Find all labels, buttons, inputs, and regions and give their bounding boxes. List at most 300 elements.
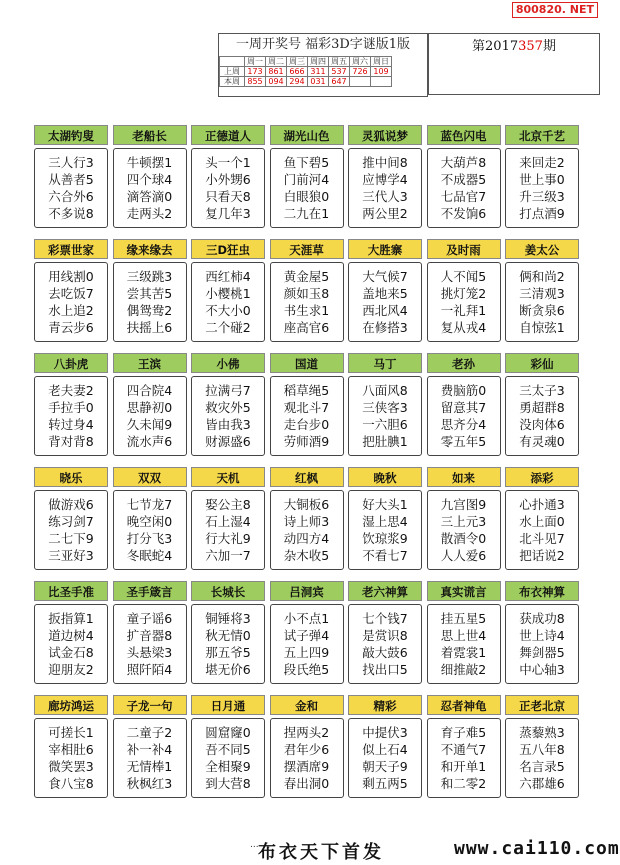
riddle-card — [113, 125, 187, 228]
riddle-line: 舞剑器5 — [519, 645, 565, 660]
riddle-card — [113, 353, 187, 456]
footer-slogan: 布衣天下首发 — [258, 842, 384, 863]
day-header-cell: 周四 — [308, 57, 329, 67]
riddle-card — [34, 581, 108, 684]
riddle-line: 断贪泉6 — [519, 303, 565, 318]
riddle-line: 思静初0 — [126, 400, 173, 415]
riddle-line: 二七下9 — [48, 531, 94, 546]
last-week-number-cell: 726 — [350, 67, 371, 77]
riddle-line: 水上追2 — [48, 303, 94, 318]
riddle-card — [34, 695, 108, 798]
riddle-line: 走两头2 — [126, 206, 173, 221]
riddle-line: 五八年8 — [519, 742, 565, 757]
card-author-title: 子龙一句 — [113, 695, 187, 715]
riddle-line: 走台步0 — [283, 417, 330, 432]
riddle-card — [348, 467, 422, 570]
card-riddle-box — [34, 604, 108, 684]
riddle-line: 石上湿4 — [205, 514, 251, 529]
riddle-line: 找出口5 — [362, 662, 408, 677]
riddle-card — [34, 239, 108, 342]
riddle-line: 五上四9 — [283, 645, 330, 660]
footer-dots: ... — [250, 840, 259, 850]
card-author-title: 如来 — [427, 467, 501, 487]
day-header-cell: 周三 — [287, 57, 308, 67]
riddle-line: 动四方4 — [283, 531, 330, 546]
last-week-number-cell: 173 — [245, 67, 266, 77]
riddle-line: 照阡陌4 — [126, 662, 173, 677]
riddle-line: 试子弹4 — [283, 628, 330, 643]
card-author-title: 天涯草 — [270, 239, 344, 259]
riddle-line: 三代人3 — [362, 189, 408, 204]
riddle-card — [270, 581, 344, 684]
card-riddle-box — [427, 718, 501, 798]
riddle-card — [270, 467, 344, 570]
last-week-label: 上周 — [220, 67, 245, 77]
this-week-number-cell: 855 — [245, 77, 266, 87]
riddle-line: 门前河4 — [283, 172, 330, 187]
riddle-line: 挑灯笼2 — [440, 286, 487, 301]
riddle-line: 二童子2 — [126, 725, 173, 740]
riddle-card — [348, 695, 422, 798]
riddle-card — [34, 353, 108, 456]
riddle-card — [505, 695, 579, 798]
riddle-line: 稻草绳5 — [283, 383, 330, 398]
card-riddle-box — [191, 604, 265, 684]
card-riddle-box — [348, 718, 422, 798]
issue-number-box — [428, 33, 600, 95]
riddle-line: 散酒令0 — [440, 531, 487, 546]
card-author-title: 精彩 — [348, 695, 422, 715]
riddle-line: 背对背8 — [48, 434, 94, 449]
card-riddle-box — [270, 718, 344, 798]
riddle-line: 那五爷5 — [205, 645, 251, 660]
riddle-line: 饮琼浆9 — [362, 531, 408, 546]
card-riddle-box — [113, 604, 187, 684]
riddle-line: 久未闻9 — [126, 417, 173, 432]
riddle-card — [113, 695, 187, 798]
card-riddle-box — [427, 262, 501, 342]
riddle-line: 没肉体6 — [519, 417, 565, 432]
riddle-card — [505, 353, 579, 456]
card-riddle-box — [348, 490, 422, 570]
card-author-title: 及时雨 — [427, 239, 501, 259]
riddle-line: 皆由我3 — [205, 417, 251, 432]
riddle-line: 复几年3 — [205, 206, 251, 221]
card-author-title: 双双 — [113, 467, 187, 487]
riddle-line: 三侠客3 — [362, 400, 408, 415]
card-author-title: 忍者神龟 — [427, 695, 501, 715]
corner-cell — [220, 57, 245, 67]
weekly-results-panel — [218, 33, 428, 97]
riddle-line: 复从戎4 — [440, 320, 487, 335]
riddle-line: 摆酒席9 — [283, 759, 330, 774]
riddle-line: 勇超群8 — [519, 400, 565, 415]
riddle-line: 青云步6 — [48, 320, 94, 335]
card-author-title: 比圣手准 — [34, 581, 108, 601]
riddle-line: 扳指算1 — [48, 611, 94, 626]
riddle-line: 九宫图9 — [440, 497, 487, 512]
riddle-line: 头一个1 — [205, 155, 251, 170]
riddle-line: 头悬梁3 — [126, 645, 173, 660]
card-riddle-box — [505, 718, 579, 798]
day-header-cell: 周五 — [329, 57, 350, 67]
riddle-card — [270, 353, 344, 456]
card-riddle-box — [348, 148, 422, 228]
riddle-line: 北斗见7 — [519, 531, 565, 546]
riddle-line: 八面风8 — [362, 383, 408, 398]
riddle-card — [191, 125, 265, 228]
card-author-title: 日月通 — [191, 695, 265, 715]
card-author-title: 添彩 — [505, 467, 579, 487]
riddle-line: 一礼拜1 — [440, 303, 487, 318]
riddle-line: 盖地来5 — [362, 286, 408, 301]
card-riddle-box — [270, 148, 344, 228]
card-author-title: 姜太公 — [505, 239, 579, 259]
card-riddle-box — [34, 490, 108, 570]
watermark-badge: 800820. NET — [512, 2, 598, 18]
riddle-line: 童子谣6 — [126, 611, 173, 626]
card-riddle-box — [427, 376, 501, 456]
riddle-line: 小外甥6 — [205, 172, 251, 187]
riddle-line: 做游戏6 — [48, 497, 94, 512]
riddle-line: 大葫芦8 — [440, 155, 487, 170]
riddle-line: 娶公主8 — [205, 497, 251, 512]
card-riddle-box — [270, 376, 344, 456]
riddle-card — [427, 125, 501, 228]
card-riddle-box — [505, 490, 579, 570]
riddle-line: 君年少6 — [283, 742, 330, 757]
riddle-line: 七节龙7 — [126, 497, 173, 512]
card-riddle-box — [191, 376, 265, 456]
riddle-card — [427, 695, 501, 798]
riddle-line: 微笑罢3 — [48, 759, 94, 774]
riddle-line: 救灾外5 — [205, 400, 251, 415]
riddle-line: 全相聚9 — [205, 759, 251, 774]
issue-number: 357 — [518, 39, 543, 54]
riddle-line: 挂五星5 — [440, 611, 487, 626]
riddle-line: 从善者5 — [48, 172, 94, 187]
riddle-line: 六加一7 — [205, 548, 251, 563]
riddle-line: 圆窟窿0 — [205, 725, 251, 740]
last-week-number-cell: 537 — [329, 67, 350, 77]
last-week-number-cell: 311 — [308, 67, 329, 77]
card-author-title: 老六神算 — [348, 581, 422, 601]
riddle-line: 来回走2 — [519, 155, 565, 170]
riddle-card — [191, 353, 265, 456]
card-author-title: 圣手箴言 — [113, 581, 187, 601]
riddle-line: 行大礼9 — [205, 531, 251, 546]
card-author-title: 北京千艺 — [505, 125, 579, 145]
this-week-number-cell: 094 — [266, 77, 287, 87]
riddle-line: 三亚好3 — [48, 548, 94, 563]
riddle-line: 着霓裳1 — [440, 645, 487, 660]
riddle-line: 铜锤将3 — [205, 611, 251, 626]
riddle-line: 获成功8 — [519, 611, 565, 626]
riddle-line: 转过身4 — [48, 417, 94, 432]
riddle-card — [348, 125, 422, 228]
issue-prefix: 第2017 — [472, 39, 519, 54]
card-riddle-box — [34, 148, 108, 228]
riddle-line: 不大小0 — [205, 303, 251, 318]
riddle-line: 到大营8 — [205, 776, 251, 791]
this-week-number-cell — [371, 77, 392, 87]
riddle-line: 湿上思4 — [362, 514, 408, 529]
card-riddle-box — [113, 262, 187, 342]
riddle-card — [270, 239, 344, 342]
riddle-line: 财源盛6 — [205, 434, 251, 449]
riddle-line: 用线割0 — [48, 269, 94, 284]
card-riddle-box — [505, 376, 579, 456]
riddle-card — [113, 581, 187, 684]
day-header-cell: 周六 — [350, 57, 371, 67]
weekly-results-table — [219, 56, 392, 87]
riddle-line: 育子难5 — [440, 725, 487, 740]
riddle-line: 牛顿摆1 — [126, 155, 173, 170]
riddle-line: 俩和尚2 — [519, 269, 565, 284]
card-author-title: 太湖钓叟 — [34, 125, 108, 145]
card-author-title: 王滨 — [113, 353, 187, 373]
day-header-cell: 周日 — [371, 57, 392, 67]
last-week-number-cell: 666 — [287, 67, 308, 77]
riddle-card — [270, 695, 344, 798]
card-riddle-box — [270, 604, 344, 684]
riddle-line: 吾不同5 — [205, 742, 251, 757]
footer-site: www.cai110.com — [454, 838, 620, 859]
riddle-line: 流水声6 — [126, 434, 173, 449]
riddle-line: 不看七7 — [362, 548, 408, 563]
riddle-line: 小不点1 — [283, 611, 330, 626]
riddle-line: 小樱桃1 — [205, 286, 251, 301]
card-riddle-box — [113, 718, 187, 798]
riddle-line: 把话说2 — [519, 548, 565, 563]
riddle-line: 试金石8 — [48, 645, 94, 660]
riddle-line: 堪无价6 — [205, 662, 251, 677]
riddle-line: 不成器5 — [440, 172, 487, 187]
riddle-line: 和开单1 — [440, 759, 487, 774]
riddle-line: 无情棒1 — [126, 759, 173, 774]
riddle-line: 杂木收5 — [283, 548, 330, 563]
card-author-title: 正老北京 — [505, 695, 579, 715]
riddle-line: 一六胆6 — [362, 417, 408, 432]
this-week-number-cell: 031 — [308, 77, 329, 87]
riddle-card — [348, 581, 422, 684]
riddle-line: 升三级3 — [519, 189, 565, 204]
riddle-line: 水上面0 — [519, 514, 565, 529]
riddle-line: 道边树4 — [48, 628, 94, 643]
riddle-line: 西北风4 — [362, 303, 408, 318]
riddle-card — [113, 467, 187, 570]
card-author-title: 天机 — [191, 467, 265, 487]
riddle-line: 费脑筋0 — [440, 383, 487, 398]
this-week-number-cell: 294 — [287, 77, 308, 87]
day-header-cell: 周一 — [245, 57, 266, 67]
riddle-line: 西红柿4 — [205, 269, 251, 284]
riddle-line: 食八宝8 — [48, 776, 94, 791]
card-author-title: 马丁 — [348, 353, 422, 373]
card-riddle-box — [270, 262, 344, 342]
card-author-title: 吕洞宾 — [270, 581, 344, 601]
riddle-line: 好大头1 — [362, 497, 408, 512]
riddle-line: 颜如玉8 — [283, 286, 330, 301]
riddle-line: 不发饷6 — [440, 206, 487, 221]
card-author-title: 国道 — [270, 353, 344, 373]
riddle-line: 不多说8 — [48, 206, 94, 221]
riddle-line: 捏两头2 — [283, 725, 330, 740]
riddle-line: 四个球4 — [126, 172, 173, 187]
riddle-line: 白眼狼0 — [283, 189, 330, 204]
card-author-title: 缘来缘去 — [113, 239, 187, 259]
riddle-line: 迎朋友2 — [48, 662, 94, 677]
riddle-line: 大气候7 — [362, 269, 408, 284]
card-riddle-box — [113, 490, 187, 570]
day-header-cell: 周二 — [266, 57, 287, 67]
riddle-line: 鱼下碧5 — [283, 155, 330, 170]
riddle-line: 四合院4 — [126, 383, 173, 398]
riddle-line: 世上事0 — [519, 172, 565, 187]
riddle-line: 两公里2 — [362, 206, 408, 221]
riddle-line: 手拉手0 — [48, 400, 94, 415]
riddle-card — [270, 125, 344, 228]
riddle-line: 七个钱7 — [362, 611, 408, 626]
riddle-line: 朝天子9 — [362, 759, 408, 774]
riddle-line: 人人爱6 — [440, 548, 487, 563]
riddle-line: 细推敲2 — [440, 662, 487, 677]
riddle-line: 留意其7 — [440, 400, 487, 415]
card-author-title: 八卦虎 — [34, 353, 108, 373]
riddle-line: 扩音器8 — [126, 628, 173, 643]
card-author-title: 小佛 — [191, 353, 265, 373]
card-riddle-box — [270, 490, 344, 570]
riddle-line: 练习剑7 — [48, 514, 94, 529]
riddle-line: 拉满弓7 — [205, 383, 251, 398]
riddle-card — [505, 125, 579, 228]
card-riddle-box — [505, 148, 579, 228]
card-riddle-box — [348, 262, 422, 342]
riddle-card — [427, 581, 501, 684]
riddle-line: 应博学4 — [362, 172, 408, 187]
card-author-title: 金和 — [270, 695, 344, 715]
riddle-line: 三清观3 — [519, 286, 565, 301]
riddle-line: 六郡雄6 — [519, 776, 565, 791]
card-author-title: 三D狂虫 — [191, 239, 265, 259]
riddle-card — [348, 239, 422, 342]
riddle-line: 去吃饭7 — [48, 286, 94, 301]
riddle-card — [348, 353, 422, 456]
riddle-line: 打点酒9 — [519, 206, 565, 221]
riddle-line: 三级跳3 — [126, 269, 173, 284]
card-riddle-box — [427, 604, 501, 684]
riddle-line: 打分飞3 — [126, 531, 173, 546]
riddle-line: 自惊弦1 — [519, 320, 565, 335]
last-week-number-cell: 109 — [371, 67, 392, 77]
riddle-line: 偶鸳鸯2 — [126, 303, 173, 318]
riddle-line: 思齐分4 — [440, 417, 487, 432]
riddle-line: 秋枫红3 — [126, 776, 173, 791]
card-riddle-box — [34, 262, 108, 342]
riddle-line: 推中间8 — [362, 155, 408, 170]
riddle-line: 敲大鼓6 — [362, 645, 408, 660]
riddle-line: 中提伏3 — [362, 725, 408, 740]
riddle-line: 劳师酒9 — [283, 434, 330, 449]
riddle-line: 晚空闲0 — [126, 514, 173, 529]
riddle-line: 三太子3 — [519, 383, 565, 398]
card-author-title: 蓝色闪电 — [427, 125, 501, 145]
card-author-title: 老船长 — [113, 125, 187, 145]
riddle-line: 可搓长1 — [48, 725, 94, 740]
this-week-number-cell: 647 — [329, 77, 350, 87]
card-riddle-box — [191, 148, 265, 228]
card-author-title: 灵狐说梦 — [348, 125, 422, 145]
card-riddle-box — [348, 604, 422, 684]
riddle-line: 名言录5 — [519, 759, 565, 774]
riddle-card — [191, 239, 265, 342]
card-riddle-box — [191, 490, 265, 570]
riddle-line: 冬眠蛇4 — [126, 548, 173, 563]
riddle-line: 秋无情0 — [205, 628, 251, 643]
riddle-card — [191, 581, 265, 684]
riddle-card — [427, 239, 501, 342]
riddle-line: 扶摇上6 — [126, 320, 173, 335]
this-week-label: 本周 — [220, 77, 245, 87]
riddle-line: 只看天8 — [205, 189, 251, 204]
riddle-line: 宰相肚6 — [48, 742, 94, 757]
last-week-number-cell: 861 — [266, 67, 287, 77]
riddle-line: 诗上师3 — [283, 514, 330, 529]
riddle-line: 和二零2 — [440, 776, 487, 791]
riddle-card — [191, 467, 265, 570]
issue-suffix: 期 — [542, 39, 556, 54]
card-riddle-box — [34, 376, 108, 456]
riddle-line: 在修搭3 — [362, 320, 408, 335]
riddle-line: 六合外6 — [48, 189, 94, 204]
riddle-line: 把肚腆1 — [362, 434, 408, 449]
card-author-title: 长城长 — [191, 581, 265, 601]
riddle-card — [427, 467, 501, 570]
card-riddle-box — [34, 718, 108, 798]
riddle-card — [427, 353, 501, 456]
riddle-line: 剩五两5 — [362, 776, 408, 791]
riddle-card — [191, 695, 265, 798]
card-author-title: 老孙 — [427, 353, 501, 373]
card-author-title: 布衣神算 — [505, 581, 579, 601]
card-author-title: 彩票世家 — [34, 239, 108, 259]
riddle-line: 思上世4 — [440, 628, 487, 643]
riddle-line: 心扑通3 — [519, 497, 565, 512]
card-author-title: 廊坊鸿运 — [34, 695, 108, 715]
card-riddle-box — [113, 148, 187, 228]
riddle-line: 滴答滴0 — [126, 189, 173, 204]
card-riddle-box — [505, 262, 579, 342]
riddle-line: 三上元3 — [440, 514, 487, 529]
riddle-line: 蒸藜熟3 — [519, 725, 565, 740]
riddle-line: 座高官6 — [283, 320, 330, 335]
riddle-line: 尝其苦5 — [126, 286, 173, 301]
riddle-line: 不通气7 — [440, 742, 487, 757]
riddle-line: 世上诗4 — [519, 628, 565, 643]
riddle-line: 大铜板6 — [283, 497, 330, 512]
footer-banner — [0, 836, 620, 865]
card-riddle-box — [191, 262, 265, 342]
riddle-line: 零五年5 — [440, 434, 487, 449]
card-author-title: 真实谎言 — [427, 581, 501, 601]
card-riddle-box — [427, 490, 501, 570]
weekly-results-title: 一周开奖号 福彩3D字谜版1版 — [235, 37, 411, 52]
this-week-number-cell — [350, 77, 371, 87]
card-riddle-box — [113, 376, 187, 456]
riddle-line: 补一补4 — [126, 742, 173, 757]
riddle-line: 有灵魂0 — [519, 434, 565, 449]
riddle-line: 观北斗7 — [283, 400, 330, 415]
